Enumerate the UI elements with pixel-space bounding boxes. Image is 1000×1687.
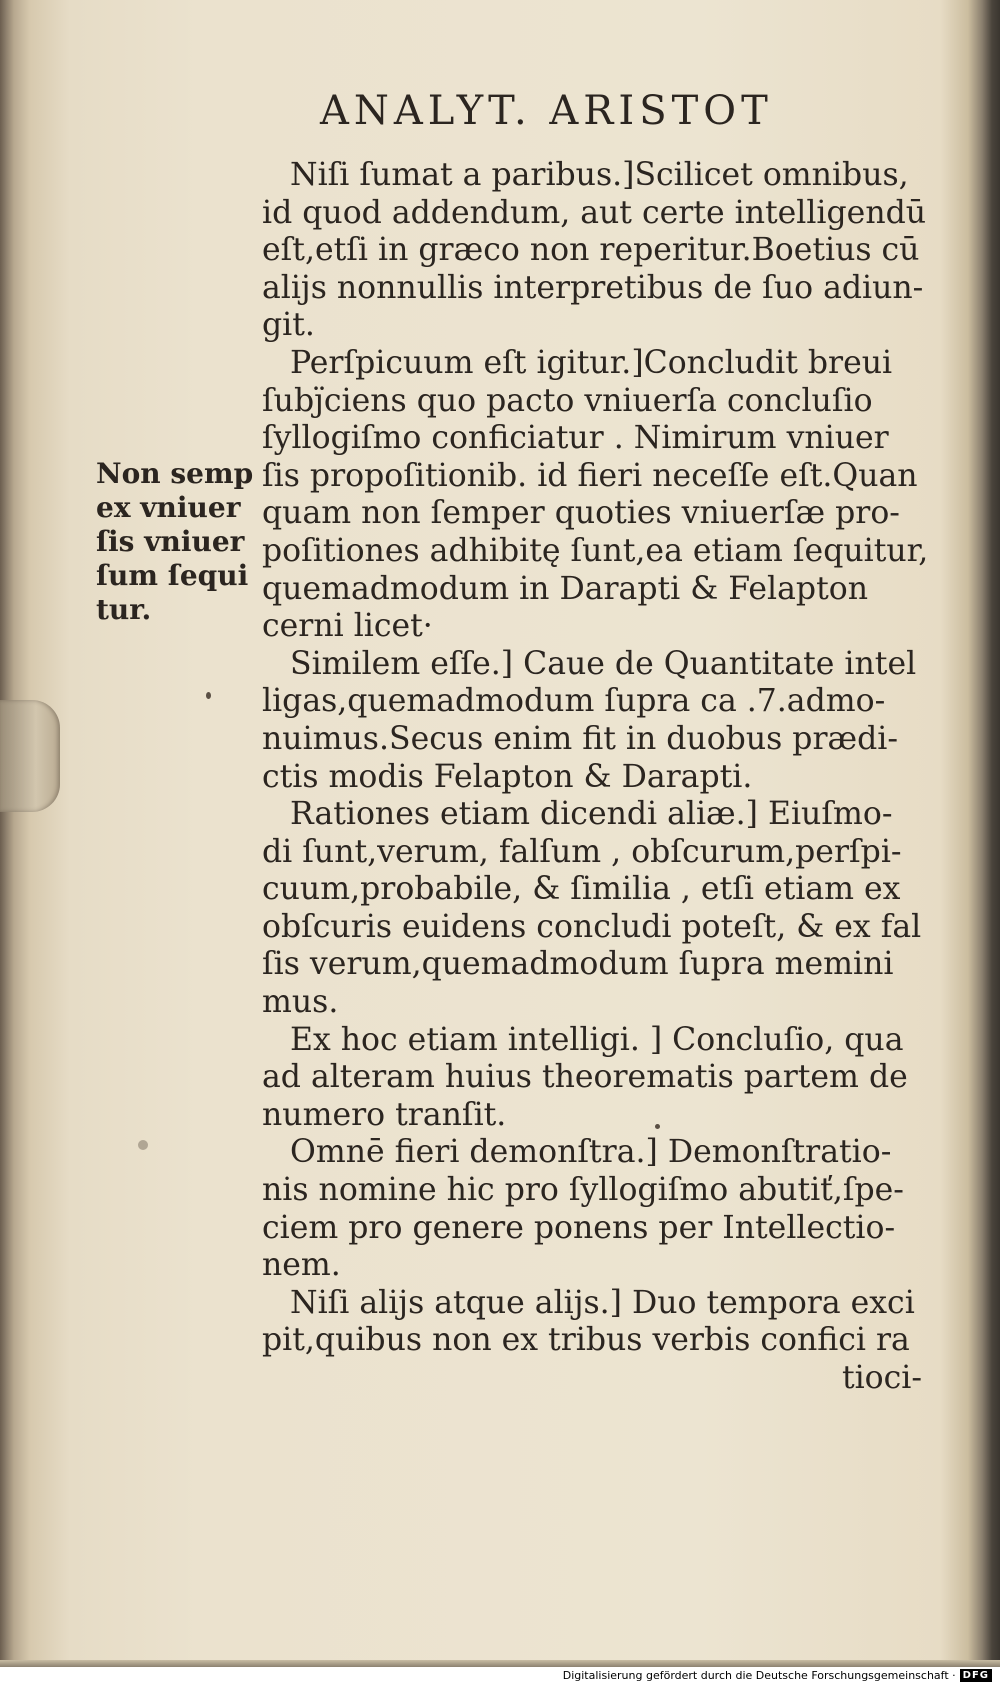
digitization-footer <box>563 1669 992 1682</box>
text-line: obſcuris euidens concludi poteſt, & ex fal <box>262 908 922 945</box>
text-line: ligas,quemadmodum ſupra ca .7.admo- <box>262 683 886 720</box>
ink-speck <box>206 692 211 699</box>
text-line: nis nomine hic pro ſyllogiſmo abutiť,ſpe- <box>262 1172 904 1209</box>
marginal-note-line: ſis vniuer <box>96 525 245 558</box>
text-line: nuimus.Secus enim fit in duobus prædi- <box>262 720 899 757</box>
marginal-note-line: Non semp <box>96 457 254 490</box>
marginal-note-line: ſum ſequi <box>96 559 249 592</box>
text-line: cuum,probabile, & ſimilia , etſi etiam ex <box>262 871 901 908</box>
text-line: id quod addendum, aut certe intelligendū <box>262 194 927 231</box>
marginal-note <box>96 457 256 627</box>
text-line: poſitiones adhibitę ſunt,ea etiam ſequitur, <box>262 532 929 569</box>
text-line: ſis verum,quemadmodum ſupra memini <box>262 946 894 983</box>
text-line: Similem eſſe.] Caue de Quantitate intel <box>290 645 917 682</box>
running-header: ANALYT. ARISTOT <box>320 88 773 134</box>
text-line: numero tranſit. <box>262 1096 507 1133</box>
text-line: quemadmodum in Darapti & Felapton <box>262 570 868 607</box>
text-line: cerni licet· <box>262 608 433 645</box>
text-line: mus. <box>262 984 339 1021</box>
page-bottom-edge <box>0 1660 1000 1667</box>
text-line: ctis modis Felapton & Darapti. <box>262 758 753 795</box>
text-line: pit,quibus non ex tribus verbis confici ra <box>262 1322 910 1359</box>
text-line: Niſi ſumat a paribus.]Scilicet omnibus, <box>290 157 909 193</box>
text-line: Omnē fieri demonſtra.] Demonſtratio- <box>290 1134 892 1171</box>
text-line: git. <box>262 307 315 344</box>
text-line: di ſunt,verum, falſum , obſcurum,perſpi- <box>262 833 902 870</box>
ink-speck <box>138 1140 148 1150</box>
book-clamp <box>0 700 60 812</box>
text-line: Rationes etiam dicendi aliæ.] Eiuſmo- <box>290 796 893 833</box>
text-line: Niſi aliјs atque aliјs.] Duo tempora exci <box>290 1284 915 1321</box>
text-line: Ex hoc etiam intelligi. ] Concluſio, qua <box>290 1021 904 1058</box>
text-line: ſyllogiſmo conficiatur . Nimirum vniuer <box>262 420 889 457</box>
marginal-note-line: tur. <box>96 593 152 626</box>
text-line: Perſpicuum eſt igitur.]Concludit breui <box>290 344 893 381</box>
marginal-note-line: ex vniuer <box>96 491 241 524</box>
text-line: ciem pro genere ponens per Intellectio- <box>262 1209 896 1246</box>
catchword: tioci- <box>841 1360 922 1396</box>
text-line: ſis propoſitionib. id fieri neceſſe eſt.Quan <box>262 457 918 494</box>
body-text <box>262 157 932 1398</box>
text-line: ſubȷ̈ciens quo pacto vniuerſa concluſio <box>262 382 873 419</box>
text-line: aliјs nonnullis interpretibus de ſuo adiun- <box>262 269 924 306</box>
footer-credit: Digitalisierung gefördert durch die Deutsche Forschungsgemeinschaft · <box>562 1669 956 1682</box>
text-line: quam non ſemper quoties vniuerſæ pro- <box>262 495 900 532</box>
text-line: nem. <box>262 1247 341 1284</box>
dfg-logo: DFG <box>960 1669 992 1682</box>
text-line: ad alteram huius theorematis partem de <box>262 1059 908 1096</box>
text-line: eſt,etſi in græco non reperitur.Boetius cū <box>262 232 920 269</box>
